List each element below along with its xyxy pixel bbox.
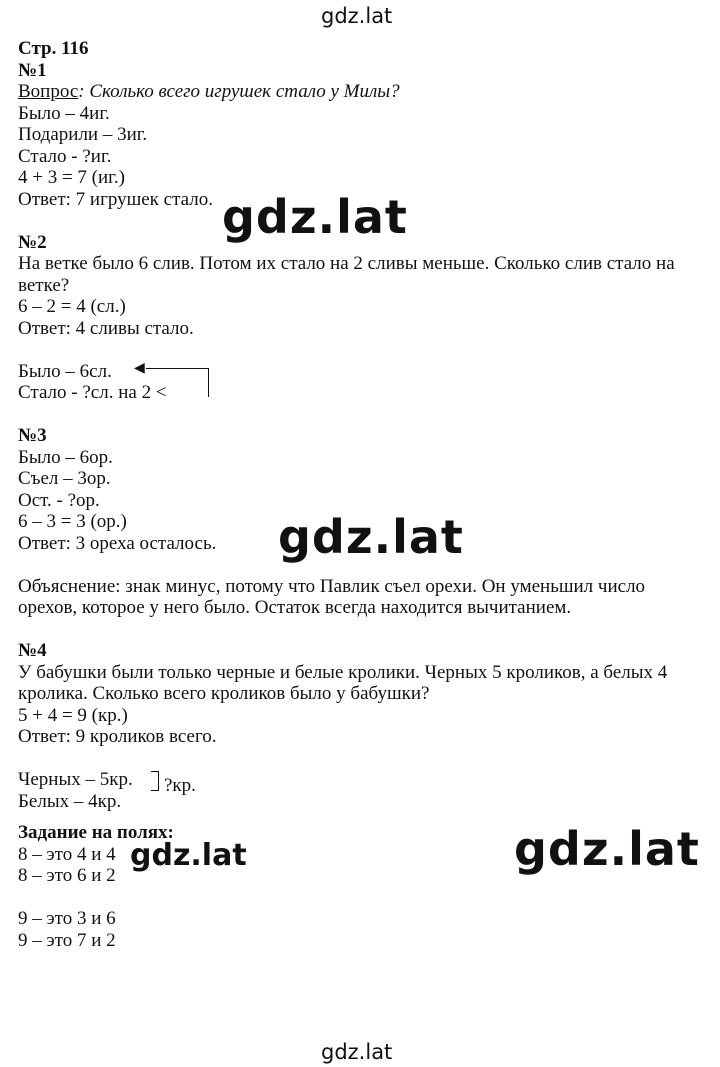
- task-line: 6 – 3 = 3 (ор.): [18, 511, 127, 532]
- task-heading: №4: [18, 640, 47, 661]
- comparison-scheme: [18, 361, 708, 404]
- watermark: gdz.lat: [222, 190, 408, 244]
- task-text: У бабушки были только черные и белые кролики. Черных 5 кроликов, а белых 4 кролика. Сколько всего кроликов было у бабушки?: [18, 661, 668, 704]
- task-heading: №3: [18, 425, 47, 446]
- task-line: 8 – это 6 и 2: [18, 865, 116, 886]
- task-text: На ветке было 6 слив. Потом их стало на 2 сливы меньше. Сколько слив стало на ветке?: [18, 253, 675, 296]
- task-line: 6 – 2 = 4 (сл.): [18, 296, 126, 317]
- task-line: Съел – 3ор.: [18, 468, 111, 489]
- task-line: 5 + 4 = 9 (кр.): [18, 704, 128, 726]
- watermark-bottom: gdz.lat: [321, 1040, 393, 1064]
- sum-scheme: [18, 769, 708, 812]
- task-line: 9 – это 7 и 2: [18, 929, 116, 951]
- watermark-top: gdz.lat: [321, 4, 393, 28]
- brace-label: ?кр.: [164, 775, 196, 796]
- section-heading: Задание на полях:: [18, 822, 174, 843]
- answer-line: Ответ: 7 игрушек стало.: [18, 188, 213, 210]
- scheme-line: Было – 6сл.: [18, 360, 112, 382]
- scheme-line: Стало - ?сл. на 2 <: [18, 382, 167, 403]
- task-heading: №1: [18, 59, 47, 81]
- watermark: gdz.lat: [514, 822, 700, 876]
- arrow-left-icon: ◀: [134, 360, 145, 376]
- task-line: Было – 4иг.: [18, 102, 110, 124]
- scheme-line: Черных – 5кр.: [18, 769, 133, 790]
- watermark: gdz.lat: [130, 838, 247, 873]
- page-title: Стр. 116: [18, 38, 89, 59]
- question-text: : Сколько всего игрушек стало у Милы?: [78, 81, 400, 102]
- task-line: Было – 6ор.: [18, 446, 113, 468]
- task-line: 9 – это 3 и 6: [18, 908, 116, 929]
- answer-line: Ответ: 3 ореха осталось.: [18, 532, 217, 554]
- watermark: gdz.lat: [278, 510, 464, 564]
- scheme-line: Белых – 4кр.: [18, 790, 122, 812]
- task-heading: №2: [18, 231, 47, 253]
- scheme-arrow: [146, 368, 209, 397]
- answer-line: Ответ: 4 сливы стало.: [18, 317, 194, 339]
- brace-icon: [151, 771, 159, 791]
- question-line: [18, 81, 708, 103]
- explanation: Объяснение: знак минус, потому что Павлик съел орехи. Он уменьшил число орехов, которое у него было. Остаток всегда находится вычитанием.: [18, 575, 646, 618]
- task-line: Подарили – 3иг.: [18, 124, 148, 145]
- task-line: Стало - ?иг.: [18, 145, 112, 167]
- task-line: Ост. - ?ор.: [18, 489, 100, 511]
- document-body: [18, 38, 708, 951]
- task-line: 8 – это 4 и 4: [18, 843, 116, 865]
- task-line: 4 + 3 = 7 (иг.): [18, 167, 125, 188]
- answer-line: Ответ: 9 кроликов всего.: [18, 726, 217, 747]
- question-label: Вопрос: [18, 81, 79, 102]
